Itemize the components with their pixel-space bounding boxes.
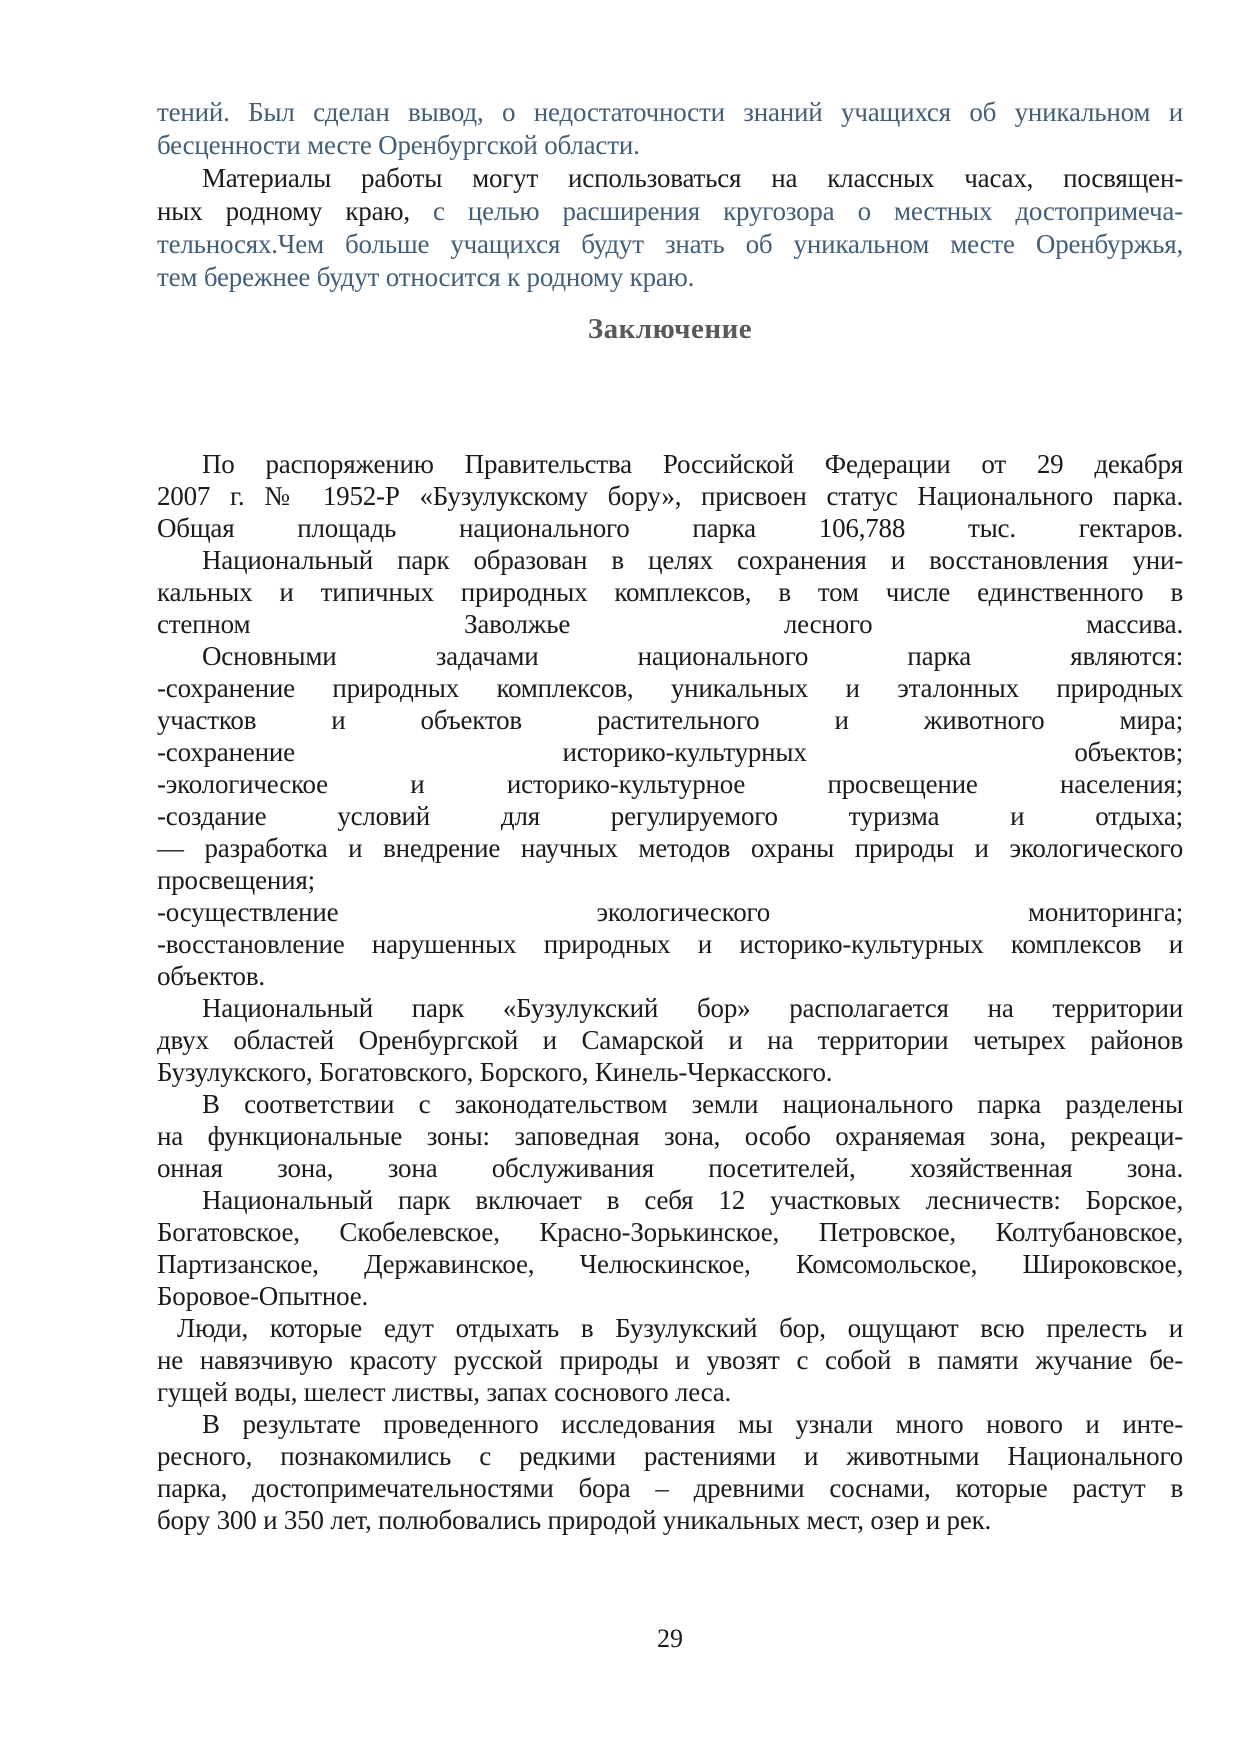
text-segment: По распоряжению Правительства Российской Федерации от 29 декабря xyxy=(202,449,1183,479)
text-segment: Национальный парк «Бузулукский бор» располагается на территории xyxy=(202,993,1183,1023)
text-line xyxy=(157,896,1183,928)
text-segment: бору 300 и 350 лет, полюбовались природой уникальных мест, озер и рек. xyxy=(157,1505,992,1535)
text-line xyxy=(157,704,1183,736)
text-segment: объектов. xyxy=(157,961,265,991)
text-segment: Бузулукского, Богатовского, Борского, Кинель-Черкасского. xyxy=(157,1057,833,1087)
text-line xyxy=(157,1440,1183,1472)
text-segment: Люди, которые едут отдыхать в Бузулукский бор, ощущают всю прелесть и xyxy=(177,1313,1183,1343)
text-segment: тельносях.Чем больше учащихся будут знать об уникальном месте Оренбуржья, xyxy=(157,229,1183,259)
text-line xyxy=(157,800,1183,832)
text-line xyxy=(157,96,1183,129)
text-line xyxy=(157,1024,1183,1056)
text-line xyxy=(157,162,1183,195)
text-segment: участков и объектов растительного и животного мира; xyxy=(157,705,1183,735)
text-segment: парка, достопримечательностями бора – древними соснами, которые растут в xyxy=(157,1473,1183,1503)
text-segment: гущей воды, шелест листвы, запах соснового леса. xyxy=(157,1377,732,1407)
text-line xyxy=(157,512,1183,544)
text-segment: на функциональные зоны: заповедная зона, особо охраняемая зона, рекреаци- xyxy=(157,1121,1183,1151)
text-line xyxy=(157,768,1183,800)
text-line xyxy=(157,480,1183,512)
text-line xyxy=(157,261,1183,294)
text-line xyxy=(157,608,1183,640)
text-line xyxy=(157,1312,1183,1344)
page-number: 29 xyxy=(657,1624,683,1653)
text-line xyxy=(157,928,1183,960)
text-segment: В результате проведенного исследования мы узнали много нового и инте- xyxy=(202,1409,1183,1439)
text-segment: -экологическое и историко-культурное просвещение населения; xyxy=(157,769,1183,799)
text-line xyxy=(157,832,1183,864)
text-line xyxy=(157,672,1183,704)
text-line xyxy=(157,1056,1183,1088)
text-segment: не навязчивую красоту русской природы и увозят с собой в памяти жучание бе- xyxy=(157,1345,1183,1375)
text-segment: Партизанское, Державинское, Челюскинское, Комсомольское, Широковское, xyxy=(157,1249,1183,1279)
text-segment: степном Заволжье лесного массива. xyxy=(157,609,1183,639)
text-segment: Национальный парк образован в целях сохранения и восстановления уни- xyxy=(202,545,1183,575)
text-line xyxy=(157,1472,1183,1504)
text-segment: Материалы работы могут использоваться на классных часах, посвящен- xyxy=(202,163,1183,193)
text-segment: -восстановление нарушенных природных и историко-культурных комплексов и xyxy=(157,929,1183,959)
text-line xyxy=(157,864,1183,896)
text-segment: — разработка и внедрение научных методов охраны природы и экологического xyxy=(157,833,1183,863)
text-block xyxy=(157,96,1183,1536)
text-line xyxy=(157,1248,1183,1280)
text-line xyxy=(157,992,1183,1024)
body-paragraphs xyxy=(157,448,1183,1536)
text-line xyxy=(157,1504,1183,1536)
text-line xyxy=(157,195,1183,228)
text-line xyxy=(157,1184,1183,1216)
text-segment: тений. Был сделан вывод, о недостаточности знаний учащихся об уникальном и xyxy=(157,97,1183,127)
text-line xyxy=(157,129,1183,162)
text-segment: 2007 г. № 1952-Р «Бузулукскому бору», присвоен статус Национального парка. xyxy=(157,481,1183,511)
text-line xyxy=(157,544,1183,576)
text-segment: бесценности месте Оренбургской области. xyxy=(157,130,640,160)
text-segment: -осуществление экологического мониторинга; xyxy=(157,897,1183,927)
text-line xyxy=(157,1376,1183,1408)
section-heading: Заключение xyxy=(587,313,753,345)
text-segment: просвещения; xyxy=(157,865,315,895)
text-segment: ресного, познакомились с редкими растениями и животными Национального xyxy=(157,1441,1183,1471)
text-line xyxy=(157,228,1183,261)
text-segment: ных родному краю, xyxy=(157,196,410,226)
text-line xyxy=(157,1408,1183,1440)
text-segment: Общая площадь национального парка 106,788 тыс. гектаров. xyxy=(157,513,1183,543)
text-segment: Национальный парк включает в себя 12 участковых лесничеств: Борское, xyxy=(202,1185,1183,1215)
text-line xyxy=(157,960,1183,992)
text-line xyxy=(157,1120,1183,1152)
text-segment: -сохранение природных комплексов, уникальных и эталонных природных xyxy=(157,673,1183,703)
intro-paragraphs xyxy=(157,96,1183,294)
text-line xyxy=(157,736,1183,768)
text-segment: Боровое-Опытное. xyxy=(157,1281,369,1311)
text-segment: -создание условий для регулируемого туризма и отдыха; xyxy=(157,801,1183,831)
text-segment: онная зона, зона обслуживания посетителей, хозяйственная зона. xyxy=(157,1153,1183,1183)
text-line xyxy=(157,448,1183,480)
text-segment: двух областей Оренбургской и Самарской и на территории четырех районов xyxy=(157,1025,1183,1055)
text-segment: тем бережнее будут относится к родному краю. xyxy=(157,262,695,292)
text-segment: В соответствии с законодательством земли национального парка разделены xyxy=(202,1089,1183,1119)
text-segment: -сохранение историко-культурных объектов; xyxy=(157,737,1183,767)
text-line xyxy=(157,1344,1183,1376)
text-line xyxy=(157,1088,1183,1120)
text-line xyxy=(157,576,1183,608)
text-segment: кальных и типичных природных комплексов, в том числе единственного в xyxy=(157,577,1183,607)
text-line xyxy=(157,1152,1183,1184)
text-segment: Богатовское, Скобелевское, Красно-Зорькинское, Петровское, Колтубановское, xyxy=(157,1217,1183,1247)
text-segment: с целью расширения кругозора о местных достопримеча- xyxy=(409,196,1183,226)
text-line xyxy=(157,1216,1183,1248)
text-segment: Основными задачами национального парка являются: xyxy=(202,641,1183,671)
text-line xyxy=(157,640,1183,672)
text-line xyxy=(157,1280,1183,1312)
